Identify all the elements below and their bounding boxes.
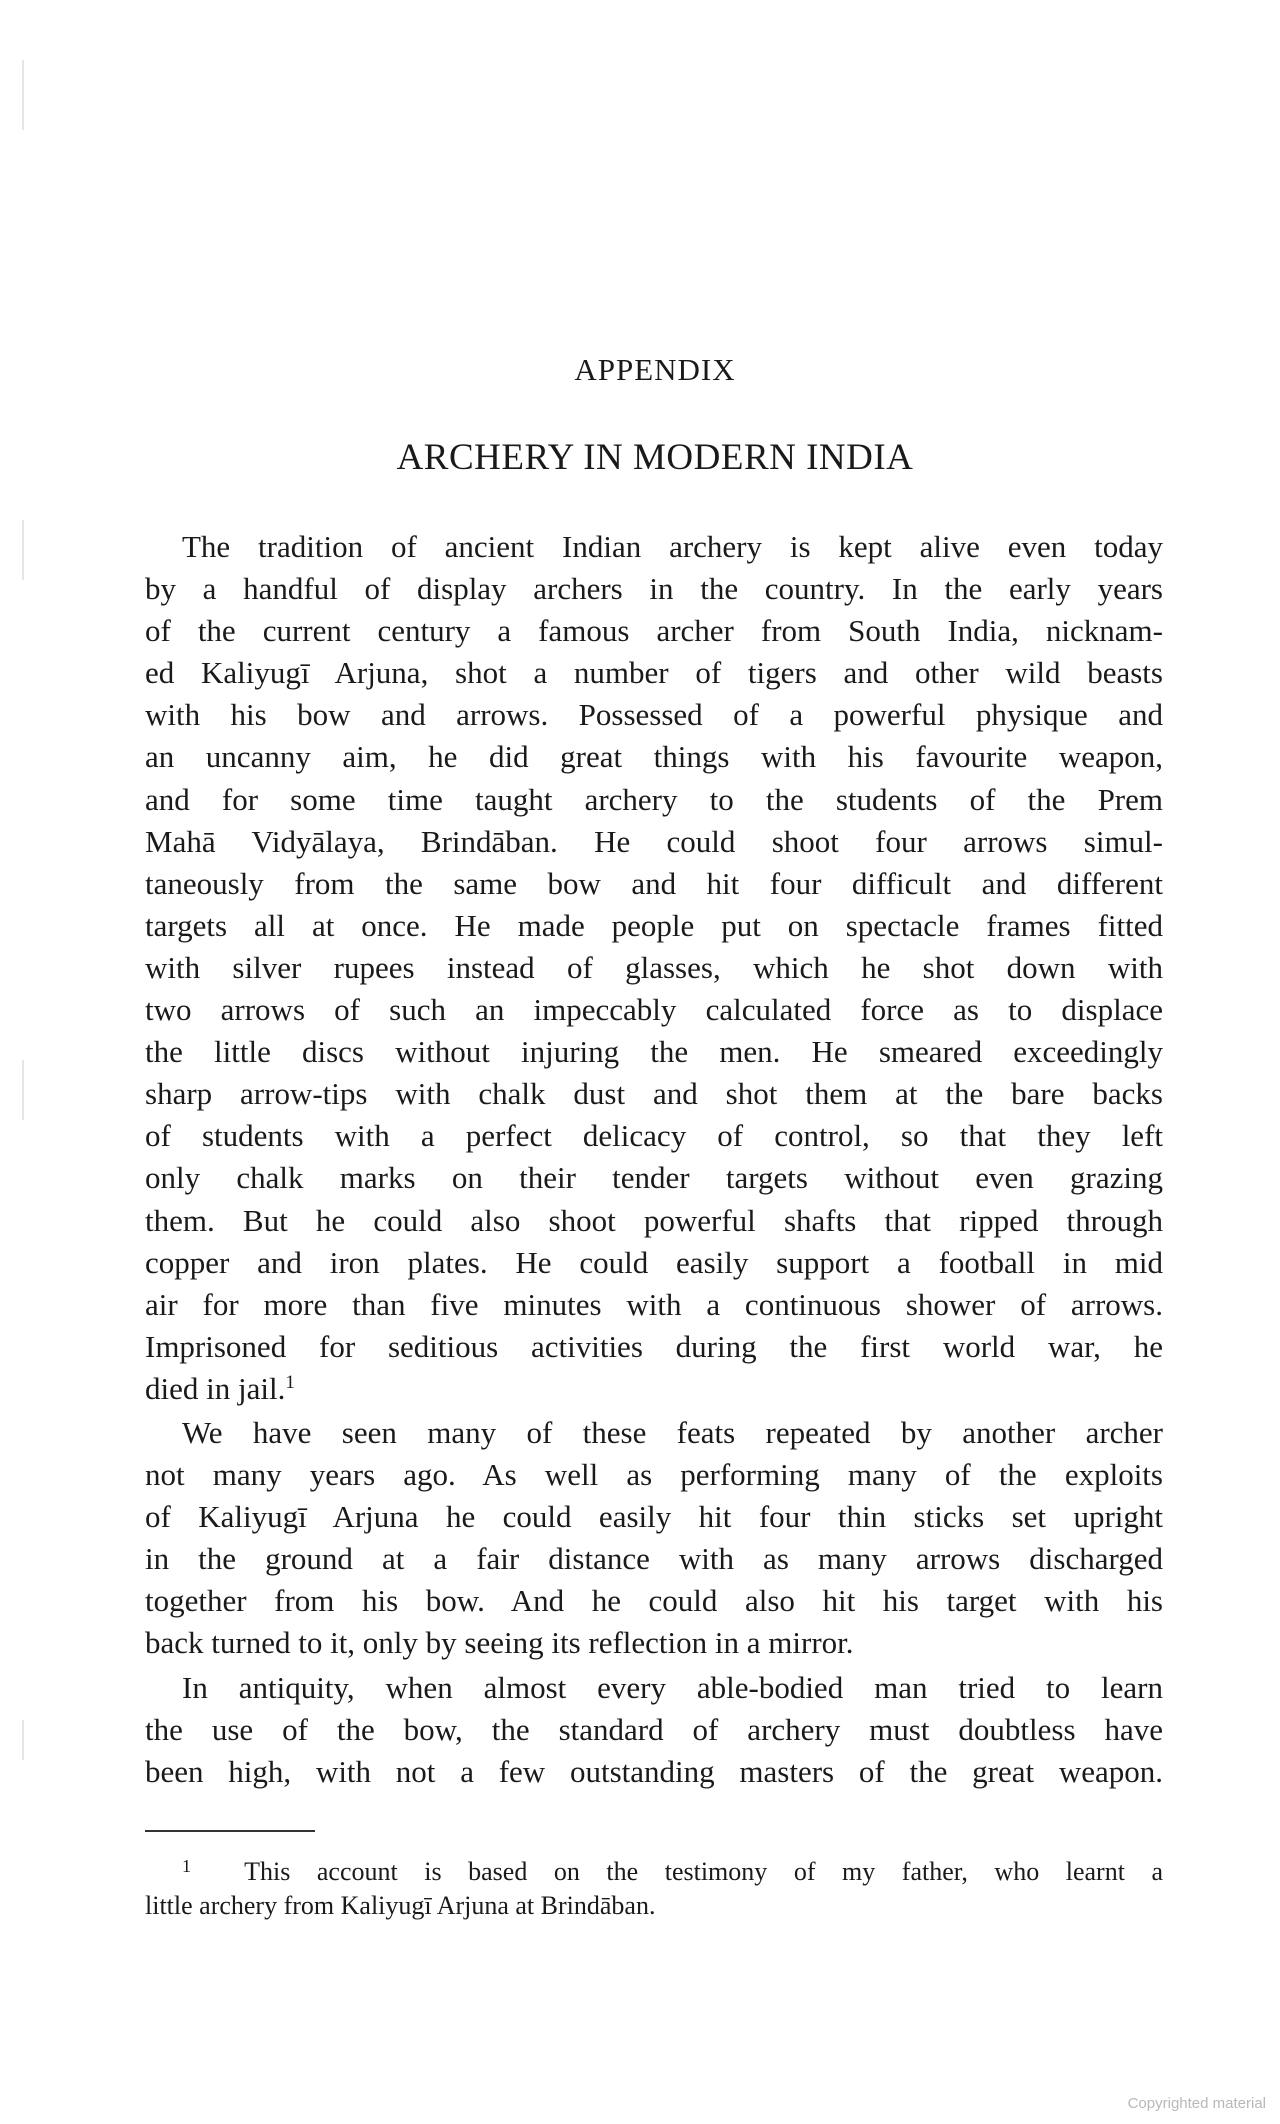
text-line-last (145, 1368, 1163, 1410)
text-line: the use of the bow, the standard of archery must doubtless have (145, 1711, 1163, 1747)
text-line: not many years ago. As well as performing many of the exploits (145, 1457, 1163, 1493)
paragraph-2 (145, 1412, 1163, 1665)
scan-edge-mark (22, 520, 24, 580)
text-line: only chalk marks on their tender targets without even grazing (145, 1160, 1163, 1196)
appendix-heading: APPENDIX (574, 352, 736, 387)
body-text (145, 526, 1163, 1793)
text-line: back turned to it, only by seeing its reflection in a mirror. (145, 1625, 854, 1661)
scan-edge-mark (22, 1720, 24, 1760)
footnote-text: This account is based on the testimony of my father, who learnt a (244, 1857, 1164, 1886)
text-line: sharp arrow-tips with chalk dust and shot them at the bare backs (145, 1076, 1163, 1112)
footnote-line: little archery from Kaliyugī Arjuna at Brindāban. (145, 1891, 656, 1920)
text-line: together from his bow. And he could also hit his target with his (145, 1583, 1163, 1619)
text-line: air for more than five minutes with a continuous shower of arrows. (145, 1286, 1163, 1322)
text-line: We have seen many of these feats repeated by another archer (182, 1414, 1163, 1450)
text-line: by a handful of display archers in the country. In the early years (145, 571, 1163, 607)
text-line: an uncanny aim, he did great things with his favourite weapon, (145, 739, 1163, 775)
footnote-divider (145, 1830, 315, 1832)
footnote-number: 1 (182, 1856, 191, 1876)
paragraph-3 (145, 1667, 1163, 1793)
text-line: taneously from the same bow and hit four difficult and different (145, 865, 1163, 901)
text-line: Mahā Vidyālaya, Brindāban. He could shoot four arrows simul- (145, 823, 1163, 859)
text-line: ed Kaliyugī Arjuna, shot a number of tigers and other wild beasts (145, 655, 1163, 691)
chapter-title: ARCHERY IN MODERN INDIA (396, 437, 914, 478)
text-line: with his bow and arrows. Possessed of a powerful physique and (145, 697, 1163, 733)
text-line: them. But he could also shoot powerful shafts that ripped through (145, 1202, 1163, 1238)
text-line: been high, with not a few outstanding masters of the great weapon. (145, 1753, 1163, 1789)
text-line: and for some time taught archery to the students of the Prem (145, 781, 1163, 817)
scan-edge-mark (22, 60, 24, 130)
text-line: two arrows of such an impeccably calculated force as to displace (145, 992, 1163, 1028)
text-line: of students with a perfect delicacy of control, so that they left (145, 1118, 1163, 1154)
text-line: the little discs without injuring the men. He smeared exceedingly (145, 1034, 1163, 1070)
footnote (145, 1855, 1163, 1923)
footnote-reference[interactable]: 1 (285, 1371, 295, 1393)
text-line: copper and iron plates. He could easily support a football in mid (145, 1244, 1163, 1280)
text-line: of Kaliyugī Arjuna he could easily hit four thin sticks set upright (145, 1499, 1163, 1535)
footnote-line (145, 1855, 1163, 1889)
text-line: In antiquity, when almost every able-bodied man tried to learn (182, 1669, 1163, 1705)
text-line: The tradition of ancient Indian archery is kept alive even today (182, 529, 1163, 564)
scan-edge-mark (22, 1060, 24, 1120)
text-line: Imprisoned for seditious activities during the first world war, he (145, 1328, 1163, 1364)
text-line: targets all at once. He made people put on spectacle frames fitted (145, 907, 1163, 943)
text-line: died in jail. (145, 1370, 286, 1406)
text-line: with silver rupees instead of glasses, which he shot down with (145, 949, 1163, 985)
text-line: of the current century a famous archer from South India, nicknam- (145, 613, 1163, 649)
copyright-watermark: Copyrighted material (1127, 2095, 1266, 2112)
text-line: in the ground at a fair distance with as many arrows discharged (145, 1541, 1163, 1577)
paragraph-1 (145, 526, 1163, 1410)
